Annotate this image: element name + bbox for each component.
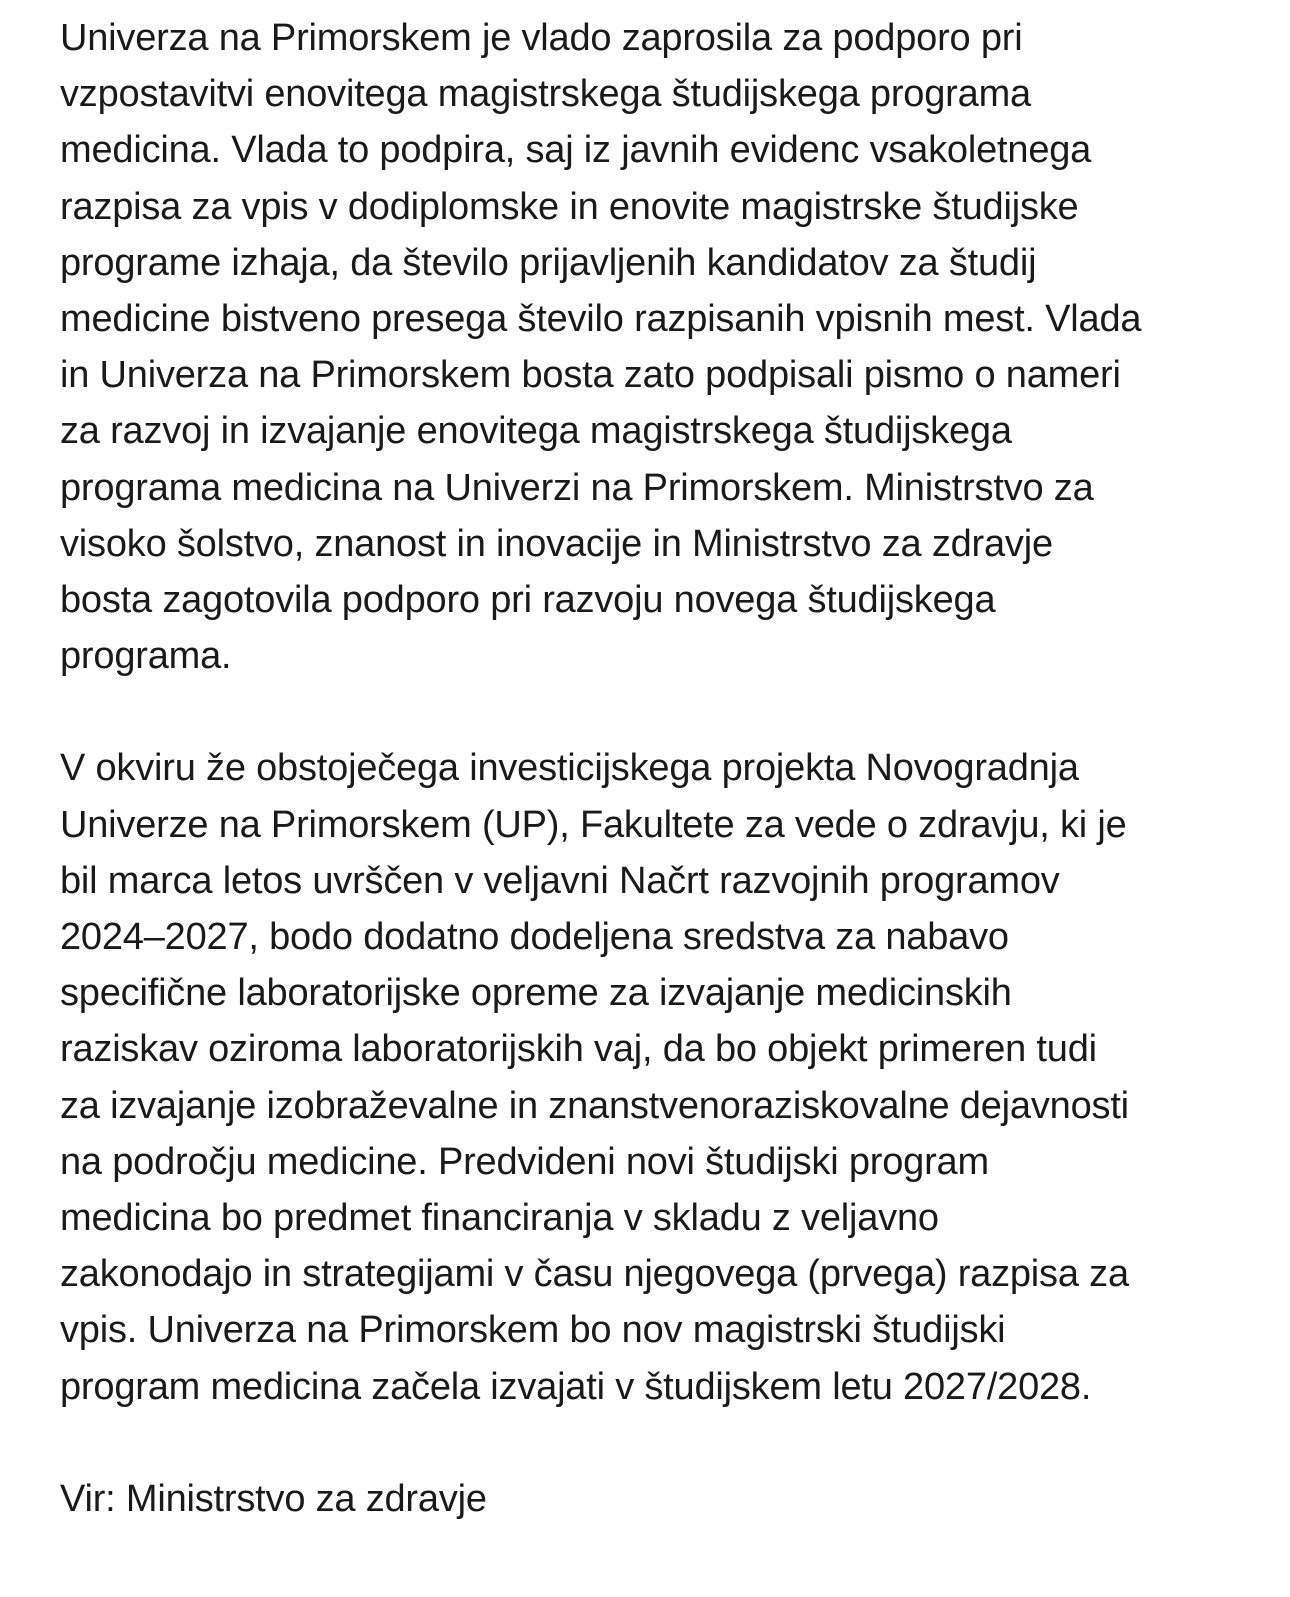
text-line: bil marca letos uvrščen v veljavni Načrt razvojnih programov xyxy=(60,859,1060,902)
text-line: vpis. Univerza na Primorskem bo nov magistrski študijski xyxy=(60,1309,1006,1352)
text-line: Univerza na Primorskem je vlado zaprosila za podporo pri xyxy=(60,17,1023,59)
paragraph-spacer xyxy=(60,1415,1260,1471)
text-line: visoko šolstvo, znanost in inovacije in Ministrstvo za zdravje xyxy=(60,522,1053,565)
text-line: V okviru že obstoječega investicijskega projekta Novogradnja xyxy=(60,747,1079,790)
paragraph-investment xyxy=(60,740,1260,1414)
text-line: program medicina začela izvajati v študijskem letu 2027/2028. xyxy=(60,1365,1092,1408)
text-line: programe izhaja, da število prijavljenih kandidatov za študij xyxy=(60,241,1037,284)
text-line: bosta zagotovila podporo pri razvoju novega študijskega xyxy=(60,578,996,621)
source-attribution xyxy=(60,1471,1260,1527)
text-line: programa medicina na Univerzi na Primorskem. Ministrstvo za xyxy=(60,466,1094,509)
text-line: na področju medicine. Predvideni novi študijski program xyxy=(60,1140,989,1183)
article-body xyxy=(60,10,1260,1527)
text-line: razpisa za vpis v dodiplomske in enovite magistrske študijske xyxy=(60,185,1079,228)
text-line: za izvajanje izobraževalne in znanstvenoraziskovalne dejavnosti xyxy=(60,1084,1129,1127)
text-line: 2024–2027, bodo dodatno dodeljena sredstva za nabavo xyxy=(60,916,1009,958)
text-line: zakonodajo in strategijami v času njegovega (prvega) razpisa za xyxy=(60,1253,1129,1296)
paragraph-announcement xyxy=(60,10,1260,684)
text-line: vzpostavitvi enovitega magistrskega študijskega programa xyxy=(60,73,1031,116)
paragraph-spacer xyxy=(60,684,1260,740)
source-line: Vir: Ministrstvo za zdravje xyxy=(60,1477,487,1520)
text-line: medicine bistveno presega število razpisanih vpisnih mest. Vlada xyxy=(60,297,1142,340)
text-line: medicina. Vlada to podpira, saj iz javnih evidenc vsakoletnega xyxy=(60,129,1092,172)
text-line: specifične laboratorijske opreme za izvajanje medicinskih xyxy=(60,972,1012,1015)
text-line: medicina bo predmet financiranja v skladu z veljavno xyxy=(60,1196,939,1239)
text-line: in Univerza na Primorskem bosta zato podpisali pismo o nameri xyxy=(60,354,1121,397)
text-line: raziskav oziroma laboratorijskih vaj, da bo objekt primeren tudi xyxy=(60,1028,1097,1071)
text-line: programa. xyxy=(60,635,232,678)
text-line: za razvoj in izvajanje enovitega magistrskega študijskega xyxy=(60,410,1012,453)
text-line: Univerze na Primorskem (UP), Fakultete za vede o zdravju, ki je xyxy=(60,803,1127,846)
